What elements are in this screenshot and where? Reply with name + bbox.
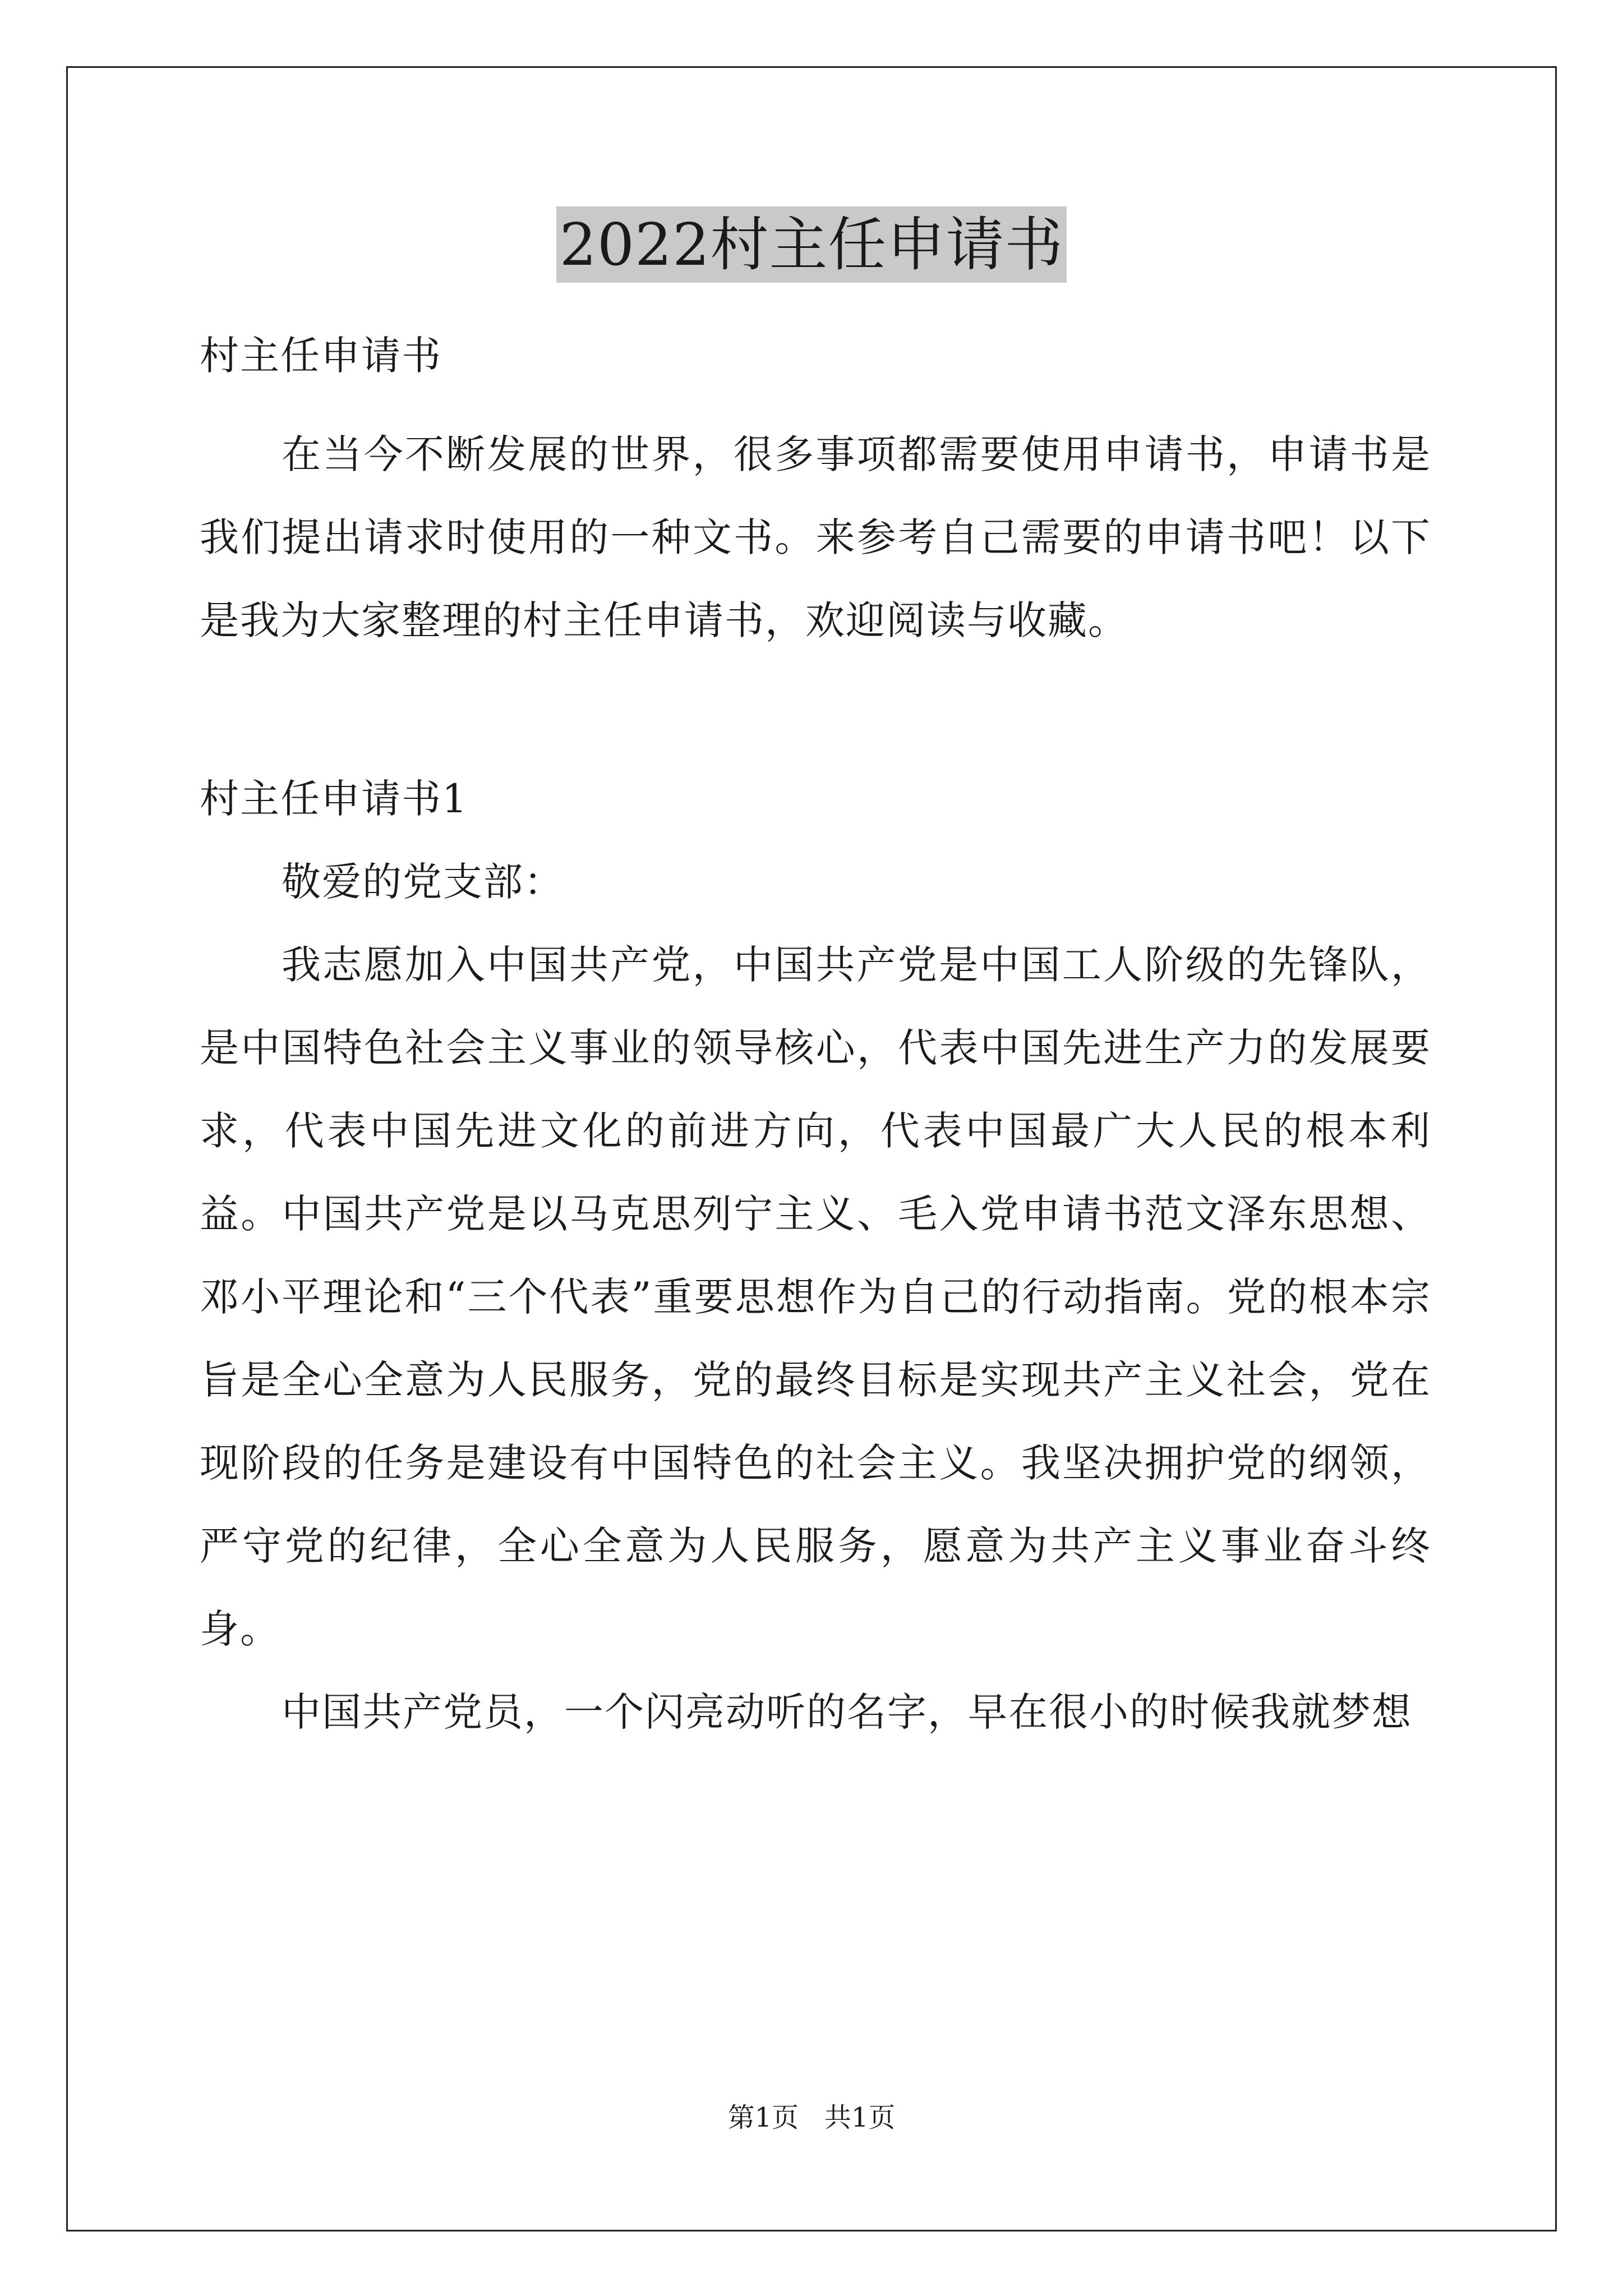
body-paragraph-1: 我志愿加入中国共产党，中国共产党是中国工人阶级的先锋队，是中国特色社会主义事业的领导核心，代表中国先进生产力的发展要求，代表中国先进文化的前进方向，代表中国最广大人民的根本利益。中国共产党是以马克思列宁主义、毛入党申请书范文泽东思想、邓小平理论和“三个代表”重要思想作为自己的行动指南。党的根本宗旨是全心全意为人民服务，党的最终目标是实现共产主义社会，党在现阶段的任务是建设有中国特色的社会主义。我坚决拥护党的纲领，严守党的纪律，全心全意为人民服务，愿意为共产主义事业奋斗终身。 [200,942,1431,1652]
section-heading: 村主任申请书1 [200,776,468,822]
body-paragraph-2: 中国共产党员，一个闪亮动听的名字，早在很小的时候我就梦想 [282,1689,1412,1735]
section-gap [200,662,1431,757]
document-title: 2022村主任申请书 [556,206,1067,283]
document-body [200,314,1431,1754]
title-container [0,206,1623,283]
spacer [200,397,1431,413]
intro-paragraph: 在当今不断发展的世界，很多事项都需要使用申请书，申请书是我们提出请求时使用的一种文书。来参考自己需要的申请书吧！以下是我为大家整理的村主任申请书，欢迎阅读与收藏。 [200,431,1431,643]
subtitle: 村主任申请书 [200,333,442,379]
salutation: 敬爱的党支部： [282,859,564,905]
page-number: 第1页 共1页 [727,2102,896,2133]
